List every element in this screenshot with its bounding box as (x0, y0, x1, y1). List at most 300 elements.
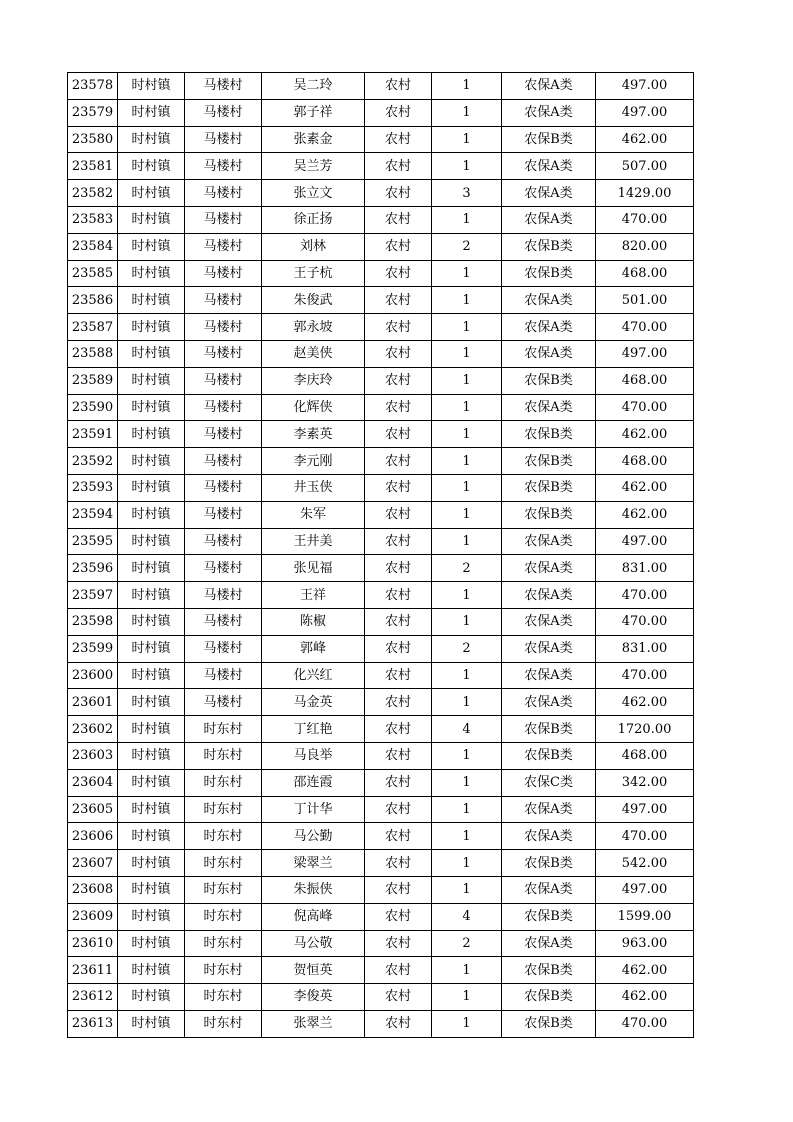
category-cell: 农保A类 (502, 876, 596, 903)
name-cell: 马金英 (262, 689, 365, 716)
name-cell: 李俊英 (262, 984, 365, 1011)
village-cell: 时东村 (185, 903, 262, 930)
category-cell: 农保A类 (502, 340, 596, 367)
name-cell: 郭永坡 (262, 314, 365, 341)
category-cell: 农保A类 (502, 582, 596, 609)
village-cell: 马楼村 (185, 233, 262, 260)
household-size-cell: 4 (432, 903, 502, 930)
table-row (68, 662, 694, 689)
table-row (68, 501, 694, 528)
village-cell: 马楼村 (185, 501, 262, 528)
household-type-cell: 农村 (365, 635, 432, 662)
amount-cell: 462.00 (596, 421, 694, 448)
category-cell: 农保A类 (502, 823, 596, 850)
category-cell: 农保A类 (502, 99, 596, 126)
amount-cell: 542.00 (596, 850, 694, 877)
household-size-cell: 1 (432, 957, 502, 984)
category-cell: 农保B类 (502, 903, 596, 930)
town-cell: 时村镇 (118, 742, 185, 769)
town-cell: 时村镇 (118, 876, 185, 903)
household-type-cell: 农村 (365, 474, 432, 501)
household-type-cell: 农村 (365, 582, 432, 609)
amount-cell: 470.00 (596, 314, 694, 341)
record-number-cell: 23600 (68, 662, 118, 689)
table-row (68, 180, 694, 207)
amount-cell: 1720.00 (596, 716, 694, 743)
table-row (68, 876, 694, 903)
amount-cell: 468.00 (596, 367, 694, 394)
town-cell: 时村镇 (118, 582, 185, 609)
village-cell: 时东村 (185, 876, 262, 903)
town-cell: 时村镇 (118, 474, 185, 501)
name-cell: 梁翠兰 (262, 850, 365, 877)
amount-cell: 1599.00 (596, 903, 694, 930)
town-cell: 时村镇 (118, 796, 185, 823)
town-cell: 时村镇 (118, 957, 185, 984)
village-cell: 马楼村 (185, 314, 262, 341)
record-number-cell: 23613 (68, 1010, 118, 1037)
name-cell: 李庆玲 (262, 367, 365, 394)
town-cell: 时村镇 (118, 903, 185, 930)
name-cell: 徐正扬 (262, 206, 365, 233)
record-number-cell: 23578 (68, 73, 118, 100)
amount-cell: 462.00 (596, 957, 694, 984)
village-cell: 马楼村 (185, 153, 262, 180)
table-row (68, 930, 694, 957)
name-cell: 朱俊武 (262, 287, 365, 314)
amount-cell: 342.00 (596, 769, 694, 796)
household-type-cell: 农村 (365, 501, 432, 528)
household-size-cell: 1 (432, 769, 502, 796)
record-number-cell: 23589 (68, 367, 118, 394)
category-cell: 农保B类 (502, 421, 596, 448)
category-cell: 农保A类 (502, 528, 596, 555)
amount-cell: 497.00 (596, 796, 694, 823)
table-row (68, 635, 694, 662)
household-size-cell: 1 (432, 876, 502, 903)
amount-cell: 501.00 (596, 287, 694, 314)
category-cell: 农保A类 (502, 662, 596, 689)
category-cell: 农保B类 (502, 367, 596, 394)
name-cell: 李素英 (262, 421, 365, 448)
amount-cell: 963.00 (596, 930, 694, 957)
amount-cell: 831.00 (596, 555, 694, 582)
household-type-cell: 农村 (365, 367, 432, 394)
town-cell: 时村镇 (118, 394, 185, 421)
name-cell: 王祥 (262, 582, 365, 609)
amount-cell: 497.00 (596, 73, 694, 100)
village-cell: 时东村 (185, 957, 262, 984)
village-cell: 马楼村 (185, 635, 262, 662)
town-cell: 时村镇 (118, 99, 185, 126)
household-size-cell: 1 (432, 528, 502, 555)
table-row (68, 1010, 694, 1037)
village-cell: 时东村 (185, 850, 262, 877)
name-cell: 马公勤 (262, 823, 365, 850)
household-size-cell: 2 (432, 233, 502, 260)
amount-cell: 1429.00 (596, 180, 694, 207)
category-cell: 农保B类 (502, 716, 596, 743)
village-cell: 时东村 (185, 930, 262, 957)
village-cell: 马楼村 (185, 662, 262, 689)
amount-cell: 507.00 (596, 153, 694, 180)
household-size-cell: 1 (432, 206, 502, 233)
town-cell: 时村镇 (118, 421, 185, 448)
village-cell: 时东村 (185, 796, 262, 823)
household-size-cell: 1 (432, 689, 502, 716)
record-number-cell: 23590 (68, 394, 118, 421)
household-type-cell: 农村 (365, 394, 432, 421)
household-type-cell: 农村 (365, 99, 432, 126)
table-row (68, 796, 694, 823)
name-cell: 朱振侠 (262, 876, 365, 903)
table-row (68, 823, 694, 850)
household-type-cell: 农村 (365, 662, 432, 689)
village-cell: 马楼村 (185, 528, 262, 555)
record-number-cell: 23585 (68, 260, 118, 287)
category-cell: 农保C类 (502, 769, 596, 796)
table-row (68, 126, 694, 153)
category-cell: 农保A类 (502, 555, 596, 582)
name-cell: 吴兰芳 (262, 153, 365, 180)
household-size-cell: 1 (432, 501, 502, 528)
record-number-cell: 23606 (68, 823, 118, 850)
amount-cell: 470.00 (596, 608, 694, 635)
village-cell: 马楼村 (185, 421, 262, 448)
household-type-cell: 农村 (365, 180, 432, 207)
category-cell: 农保A类 (502, 73, 596, 100)
town-cell: 时村镇 (118, 555, 185, 582)
amount-cell: 462.00 (596, 474, 694, 501)
household-size-cell: 1 (432, 1010, 502, 1037)
table-row (68, 582, 694, 609)
household-type-cell: 农村 (365, 689, 432, 716)
household-type-cell: 农村 (365, 555, 432, 582)
table-row (68, 394, 694, 421)
name-cell: 赵美侠 (262, 340, 365, 367)
household-type-cell: 农村 (365, 340, 432, 367)
household-type-cell: 农村 (365, 930, 432, 957)
category-cell: 农保B类 (502, 850, 596, 877)
record-number-cell: 23592 (68, 448, 118, 475)
village-cell: 马楼村 (185, 126, 262, 153)
amount-cell: 497.00 (596, 876, 694, 903)
table-row (68, 287, 694, 314)
category-cell: 农保B类 (502, 260, 596, 287)
amount-cell: 820.00 (596, 233, 694, 260)
name-cell: 丁计华 (262, 796, 365, 823)
table-row (68, 689, 694, 716)
record-number-cell: 23582 (68, 180, 118, 207)
record-number-cell: 23597 (68, 582, 118, 609)
household-type-cell: 农村 (365, 260, 432, 287)
table-row (68, 233, 694, 260)
record-number-cell: 23594 (68, 501, 118, 528)
category-cell: 农保B类 (502, 501, 596, 528)
village-cell: 马楼村 (185, 340, 262, 367)
record-number-cell: 23588 (68, 340, 118, 367)
town-cell: 时村镇 (118, 635, 185, 662)
household-type-cell: 农村 (365, 126, 432, 153)
name-cell: 贺恒英 (262, 957, 365, 984)
village-cell: 马楼村 (185, 474, 262, 501)
amount-cell: 462.00 (596, 126, 694, 153)
amount-cell: 497.00 (596, 340, 694, 367)
relief-roster-table (67, 72, 694, 1038)
amount-cell: 470.00 (596, 394, 694, 421)
household-size-cell: 1 (432, 314, 502, 341)
household-type-cell: 农村 (365, 876, 432, 903)
name-cell: 倪高峰 (262, 903, 365, 930)
category-cell: 农保A类 (502, 153, 596, 180)
table-row (68, 99, 694, 126)
household-type-cell: 农村 (365, 1010, 432, 1037)
name-cell: 张立文 (262, 180, 365, 207)
village-cell: 马楼村 (185, 260, 262, 287)
town-cell: 时村镇 (118, 930, 185, 957)
table-row (68, 716, 694, 743)
village-cell: 马楼村 (185, 555, 262, 582)
town-cell: 时村镇 (118, 716, 185, 743)
table-row (68, 340, 694, 367)
town-cell: 时村镇 (118, 73, 185, 100)
household-size-cell: 1 (432, 260, 502, 287)
village-cell: 时东村 (185, 769, 262, 796)
record-number-cell: 23607 (68, 850, 118, 877)
household-type-cell: 农村 (365, 206, 432, 233)
household-size-cell: 1 (432, 850, 502, 877)
village-cell: 马楼村 (185, 582, 262, 609)
category-cell: 农保A类 (502, 287, 596, 314)
name-cell: 郭子祥 (262, 99, 365, 126)
town-cell: 时村镇 (118, 340, 185, 367)
amount-cell: 462.00 (596, 501, 694, 528)
table-row (68, 903, 694, 930)
household-type-cell: 农村 (365, 957, 432, 984)
table-row (68, 367, 694, 394)
record-number-cell: 23596 (68, 555, 118, 582)
household-size-cell: 1 (432, 287, 502, 314)
town-cell: 时村镇 (118, 206, 185, 233)
table-row (68, 73, 694, 100)
record-number-cell: 23605 (68, 796, 118, 823)
town-cell: 时村镇 (118, 662, 185, 689)
household-size-cell: 1 (432, 796, 502, 823)
name-cell: 吴二玲 (262, 73, 365, 100)
household-type-cell: 农村 (365, 716, 432, 743)
record-number-cell: 23584 (68, 233, 118, 260)
name-cell: 邵连霞 (262, 769, 365, 796)
table-row (68, 206, 694, 233)
village-cell: 时东村 (185, 1010, 262, 1037)
household-size-cell: 1 (432, 742, 502, 769)
household-type-cell: 农村 (365, 528, 432, 555)
record-number-cell: 23586 (68, 287, 118, 314)
household-size-cell: 1 (432, 662, 502, 689)
table-row (68, 555, 694, 582)
table-row (68, 850, 694, 877)
table-row (68, 608, 694, 635)
category-cell: 农保B类 (502, 448, 596, 475)
town-cell: 时村镇 (118, 850, 185, 877)
name-cell: 张翠兰 (262, 1010, 365, 1037)
household-size-cell: 3 (432, 180, 502, 207)
town-cell: 时村镇 (118, 608, 185, 635)
household-type-cell: 农村 (365, 421, 432, 448)
town-cell: 时村镇 (118, 448, 185, 475)
record-number-cell: 23598 (68, 608, 118, 635)
household-size-cell: 1 (432, 126, 502, 153)
town-cell: 时村镇 (118, 528, 185, 555)
household-size-cell: 4 (432, 716, 502, 743)
record-number-cell: 23603 (68, 742, 118, 769)
amount-cell: 462.00 (596, 689, 694, 716)
record-number-cell: 23608 (68, 876, 118, 903)
amount-cell: 831.00 (596, 635, 694, 662)
name-cell: 化兴红 (262, 662, 365, 689)
record-number-cell: 23580 (68, 126, 118, 153)
table-row (68, 421, 694, 448)
record-number-cell: 23602 (68, 716, 118, 743)
household-type-cell: 农村 (365, 73, 432, 100)
town-cell: 时村镇 (118, 367, 185, 394)
household-size-cell: 1 (432, 99, 502, 126)
town-cell: 时村镇 (118, 287, 185, 314)
record-number-cell: 23601 (68, 689, 118, 716)
amount-cell: 497.00 (596, 99, 694, 126)
household-size-cell: 1 (432, 448, 502, 475)
village-cell: 马楼村 (185, 206, 262, 233)
town-cell: 时村镇 (118, 1010, 185, 1037)
record-number-cell: 23591 (68, 421, 118, 448)
household-type-cell: 农村 (365, 233, 432, 260)
amount-cell: 470.00 (596, 206, 694, 233)
town-cell: 时村镇 (118, 260, 185, 287)
table-row (68, 769, 694, 796)
town-cell: 时村镇 (118, 823, 185, 850)
household-size-cell: 1 (432, 984, 502, 1011)
household-type-cell: 农村 (365, 903, 432, 930)
name-cell: 李元刚 (262, 448, 365, 475)
amount-cell: 470.00 (596, 662, 694, 689)
village-cell: 时东村 (185, 984, 262, 1011)
household-type-cell: 农村 (365, 153, 432, 180)
household-type-cell: 农村 (365, 796, 432, 823)
town-cell: 时村镇 (118, 689, 185, 716)
category-cell: 农保A类 (502, 180, 596, 207)
record-number-cell: 23604 (68, 769, 118, 796)
town-cell: 时村镇 (118, 126, 185, 153)
household-type-cell: 农村 (365, 823, 432, 850)
record-number-cell: 23612 (68, 984, 118, 1011)
table-row (68, 528, 694, 555)
category-cell: 农保B类 (502, 742, 596, 769)
town-cell: 时村镇 (118, 233, 185, 260)
amount-cell: 468.00 (596, 742, 694, 769)
category-cell: 农保B类 (502, 957, 596, 984)
household-size-cell: 1 (432, 582, 502, 609)
household-size-cell: 1 (432, 153, 502, 180)
village-cell: 时东村 (185, 823, 262, 850)
category-cell: 农保B类 (502, 1010, 596, 1037)
category-cell: 农保B类 (502, 233, 596, 260)
town-cell: 时村镇 (118, 501, 185, 528)
table-row (68, 448, 694, 475)
household-type-cell: 农村 (365, 448, 432, 475)
category-cell: 农保A类 (502, 608, 596, 635)
table-row (68, 742, 694, 769)
household-size-cell: 2 (432, 555, 502, 582)
village-cell: 马楼村 (185, 608, 262, 635)
household-type-cell: 农村 (365, 850, 432, 877)
category-cell: 农保B类 (502, 984, 596, 1011)
amount-cell: 462.00 (596, 984, 694, 1011)
name-cell: 王井美 (262, 528, 365, 555)
table-row (68, 984, 694, 1011)
household-size-cell: 1 (432, 394, 502, 421)
household-size-cell: 1 (432, 340, 502, 367)
village-cell: 马楼村 (185, 448, 262, 475)
category-cell: 农保A类 (502, 930, 596, 957)
name-cell: 张见福 (262, 555, 365, 582)
name-cell: 张素金 (262, 126, 365, 153)
village-cell: 马楼村 (185, 287, 262, 314)
name-cell: 马公敬 (262, 930, 365, 957)
household-type-cell: 农村 (365, 608, 432, 635)
name-cell: 刘林 (262, 233, 365, 260)
household-size-cell: 1 (432, 367, 502, 394)
amount-cell: 470.00 (596, 1010, 694, 1037)
table-body (68, 73, 694, 1038)
household-type-cell: 农村 (365, 314, 432, 341)
village-cell: 马楼村 (185, 180, 262, 207)
record-number-cell: 23587 (68, 314, 118, 341)
amount-cell: 470.00 (596, 823, 694, 850)
town-cell: 时村镇 (118, 180, 185, 207)
town-cell: 时村镇 (118, 984, 185, 1011)
amount-cell: 470.00 (596, 582, 694, 609)
village-cell: 时东村 (185, 716, 262, 743)
household-size-cell: 2 (432, 635, 502, 662)
name-cell: 陈椒 (262, 608, 365, 635)
town-cell: 时村镇 (118, 153, 185, 180)
category-cell: 农保A类 (502, 314, 596, 341)
household-type-cell: 农村 (365, 769, 432, 796)
record-number-cell: 23599 (68, 635, 118, 662)
amount-cell: 497.00 (596, 528, 694, 555)
village-cell: 马楼村 (185, 73, 262, 100)
town-cell: 时村镇 (118, 769, 185, 796)
household-size-cell: 1 (432, 421, 502, 448)
category-cell: 农保A类 (502, 394, 596, 421)
table-row (68, 314, 694, 341)
record-number-cell: 23609 (68, 903, 118, 930)
village-cell: 马楼村 (185, 367, 262, 394)
village-cell: 马楼村 (185, 689, 262, 716)
table-row (68, 153, 694, 180)
category-cell: 农保B类 (502, 126, 596, 153)
record-number-cell: 23610 (68, 930, 118, 957)
amount-cell: 468.00 (596, 448, 694, 475)
village-cell: 时东村 (185, 742, 262, 769)
record-number-cell: 23611 (68, 957, 118, 984)
name-cell: 井玉侠 (262, 474, 365, 501)
name-cell: 郭峰 (262, 635, 365, 662)
record-number-cell: 23581 (68, 153, 118, 180)
table-row (68, 957, 694, 984)
category-cell: 农保B类 (502, 474, 596, 501)
name-cell: 丁红艳 (262, 716, 365, 743)
